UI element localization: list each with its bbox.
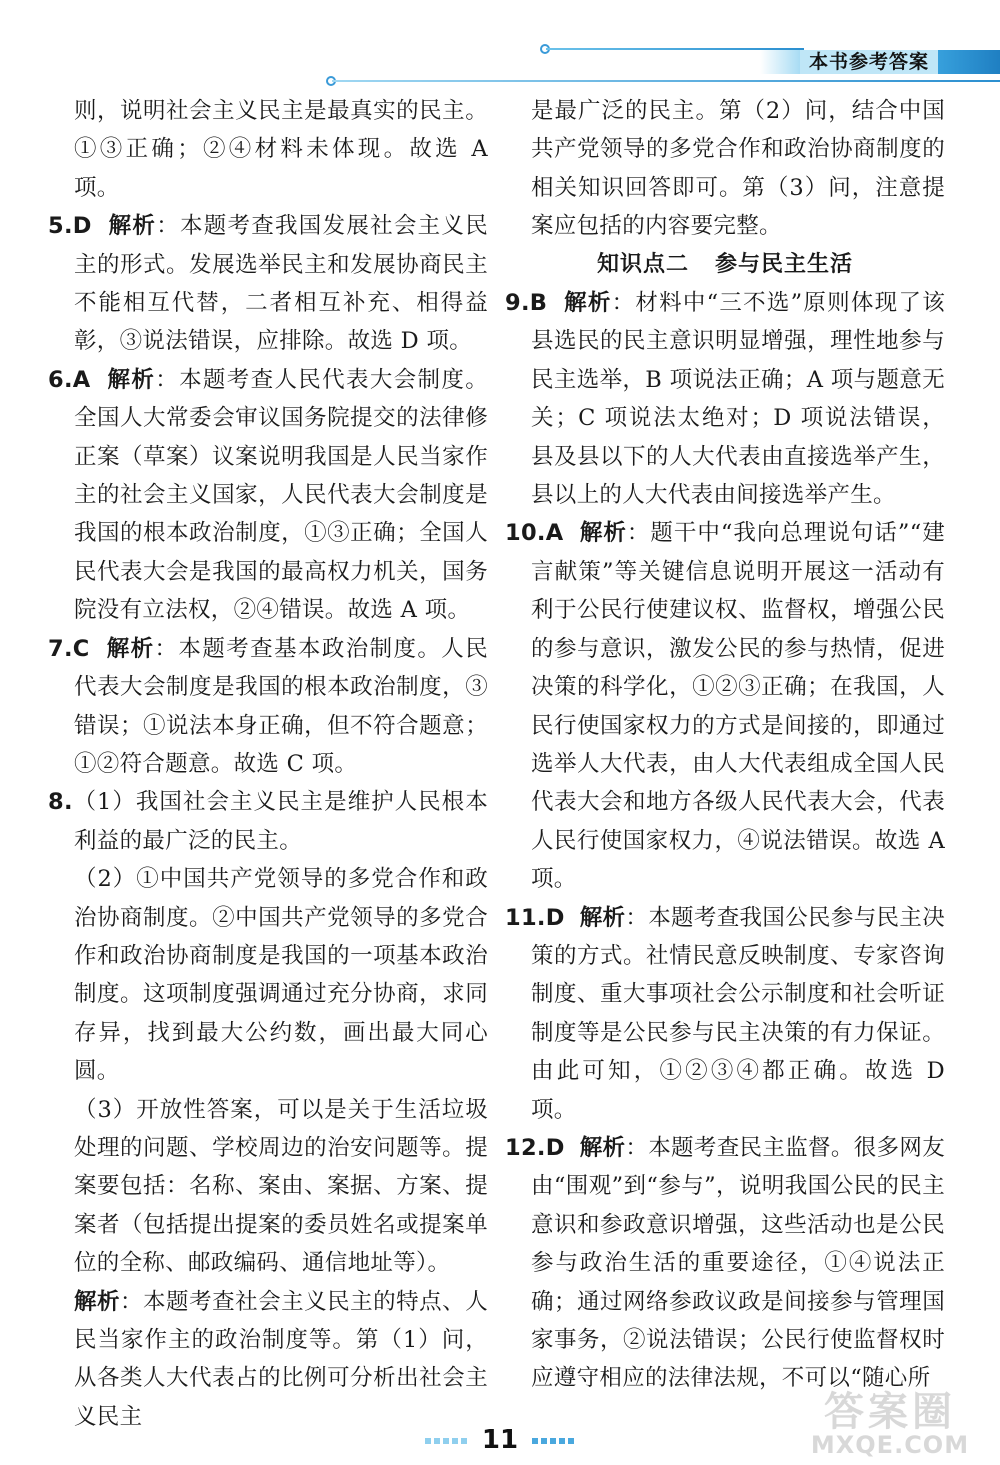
analysis-label: 解析 — [579, 904, 626, 931]
right-column — [505, 92, 945, 1398]
analysis-label: 解析 — [579, 520, 627, 547]
header-decoration-bar — [938, 50, 1000, 74]
question-number: 10.A — [505, 520, 564, 547]
section-title: 参与民主生活 — [715, 251, 854, 277]
analysis-label: 解析 — [108, 213, 157, 240]
answer-text: ：本题考查民主监督。很多网友由“围观”到“参与”，说明我国公民的民主意识和参政意识增强，这些活动也是公民参与政治生活的重要途径，①④说法正确；通过网络参政议政是间接参与管理国家事务，②说法错误；公民行使监督权时应遵守相应的法律法规，不可以“随心所 — [531, 1134, 945, 1392]
answer-12 — [505, 1129, 945, 1398]
footer-decoration — [532, 1438, 574, 1444]
answer-text: （1）我国社会主义民主是维护人民根本利益的最广泛的民主。 — [72, 789, 488, 854]
answer-8-part-3: （3）开放性答案，可以是关于生活垃圾处理的问题、学校周边的治安问题等。提案要包括：名称、案由、案据、方案、提案者（包括提出提案的委员姓名或提案单位的全称、邮政编码、通信地址等）。 — [74, 1096, 488, 1277]
answer-5 — [48, 207, 488, 361]
question-number: 6.A — [48, 366, 91, 393]
analysis-label: 解析 — [579, 1134, 626, 1161]
question-number: 8. — [48, 789, 73, 816]
page-number: 11 — [481, 1425, 519, 1455]
answer-8-part-1 — [48, 783, 488, 860]
question-number: 11.D — [505, 904, 565, 931]
question-number: 5.D — [48, 213, 92, 240]
footer-decoration — [425, 1438, 467, 1444]
question-number: 7.C — [48, 635, 90, 662]
answer-11 — [505, 899, 945, 1129]
answer-10 — [505, 514, 945, 898]
answer-6 — [48, 361, 488, 630]
answer-8-part-2: （2）①中国共产党领导的多党合作和政治协商制度。②中国共产党领导的多党合作和政治协商制度是我国的一项基本政治制度。这项制度强调通过充分协商，求同存异，找到最大公约数，画出最大同心圆。 — [74, 866, 488, 1085]
analysis-label: 解析 — [564, 290, 612, 317]
section-label: 知识点二 — [596, 251, 689, 277]
answer-text: ：本题考查社会主义民主的特点、人民当家作主的政治制度等。第（1）问，从各类人大代表占的比例可分析出社会主义民主 — [74, 1288, 488, 1430]
header-decoration-fade — [760, 50, 800, 74]
header-title: 本书参考答案 — [800, 50, 938, 74]
answer-continuation: 是最广泛的民主。第（2）问，结合中国共产党领导的多党合作和政治协商制度的相关知识回答即可。第（3）问，注意提案应包括的内容要完整。 — [531, 98, 945, 240]
answer-8-analysis — [48, 1283, 488, 1437]
question-number: 9.B — [505, 290, 548, 317]
watermark-text: 答案圈 — [824, 1389, 956, 1435]
left-column — [48, 92, 488, 1436]
answer-text: ：题干中“我向总理说句话”“建言献策”等关键信息说明开展这一活动有利于公民行使建议权、监督权，增强公民的参与意识，激发公民的参与热情，促进决策的科学化，①②③正确；在我国，人民行使国家权力的方式是间接的，即通过选举人大代表，由人大代表组成全国人民代表大会和地方各级人民代表大会，代表人民行使国家权力，④说法错误。故选 A 项。 — [531, 520, 946, 893]
answer-text: ：本题考查人民代表大会制度。全国人大常委会审议国务院提交的法律修正案（草案）议案说明我国是人民当家作主的社会主义国家，人民代表大会制度是我国的根本政治制度，①③正确；全国人民代表大会是我国的最高权力机关，国务院没有立法权，②④错误。故选 A 项。 — [74, 366, 489, 624]
answer-text: ：本题考查我国发展社会主义民主的形式。发展选举民主和发展协商民主不能相互代替，二者相互补充、相得益彰，③说法错误，应排除。故选 D 项。 — [74, 213, 489, 355]
section-heading — [505, 246, 945, 284]
analysis-label: 解析 — [106, 635, 155, 662]
answer-7 — [48, 630, 488, 784]
answer-text: ：本题考查我国公民参与民主决策的方式。社情民意反映制度、专家咨询制度、重大事项社会公示制度和社会听证制度等是公民参与民主决策的有力保证。由此可知，①②③④都正确。故选 D 项。 — [531, 904, 945, 1123]
page-header — [0, 0, 1000, 95]
watermark-url: MXQE.COM — [810, 1431, 970, 1459]
analysis-label: 解析 — [107, 366, 156, 393]
answer-9 — [505, 284, 945, 514]
watermark-logo — [790, 1390, 990, 1460]
header-decoration-line — [332, 80, 1000, 82]
answer-text: ：本题考查基本政治制度。人民代表大会制度是我国的根本政治制度，③错误；①说法本身正确，但不符合题意；①②符合题意。故选 C 项。 — [74, 635, 488, 777]
analysis-label: 解析 — [74, 1288, 121, 1315]
answer-text: ：材料中“三不选”原则体现了该县选民的民主意识明显增强，理性地参与民主选举，B 项说法正确；A 项与题意无关；C 项说法太绝对；D 项说法错误，县及县以下的人大代表由直接选举产生，县以上的人大代表由间接选举产生。 — [531, 290, 945, 509]
question-number: 12.D — [505, 1134, 565, 1161]
answer-continuation: 则，说明社会主义民主是最真实的民主。①③正确；②④材料未体现。故选 A 项。 — [74, 98, 488, 201]
